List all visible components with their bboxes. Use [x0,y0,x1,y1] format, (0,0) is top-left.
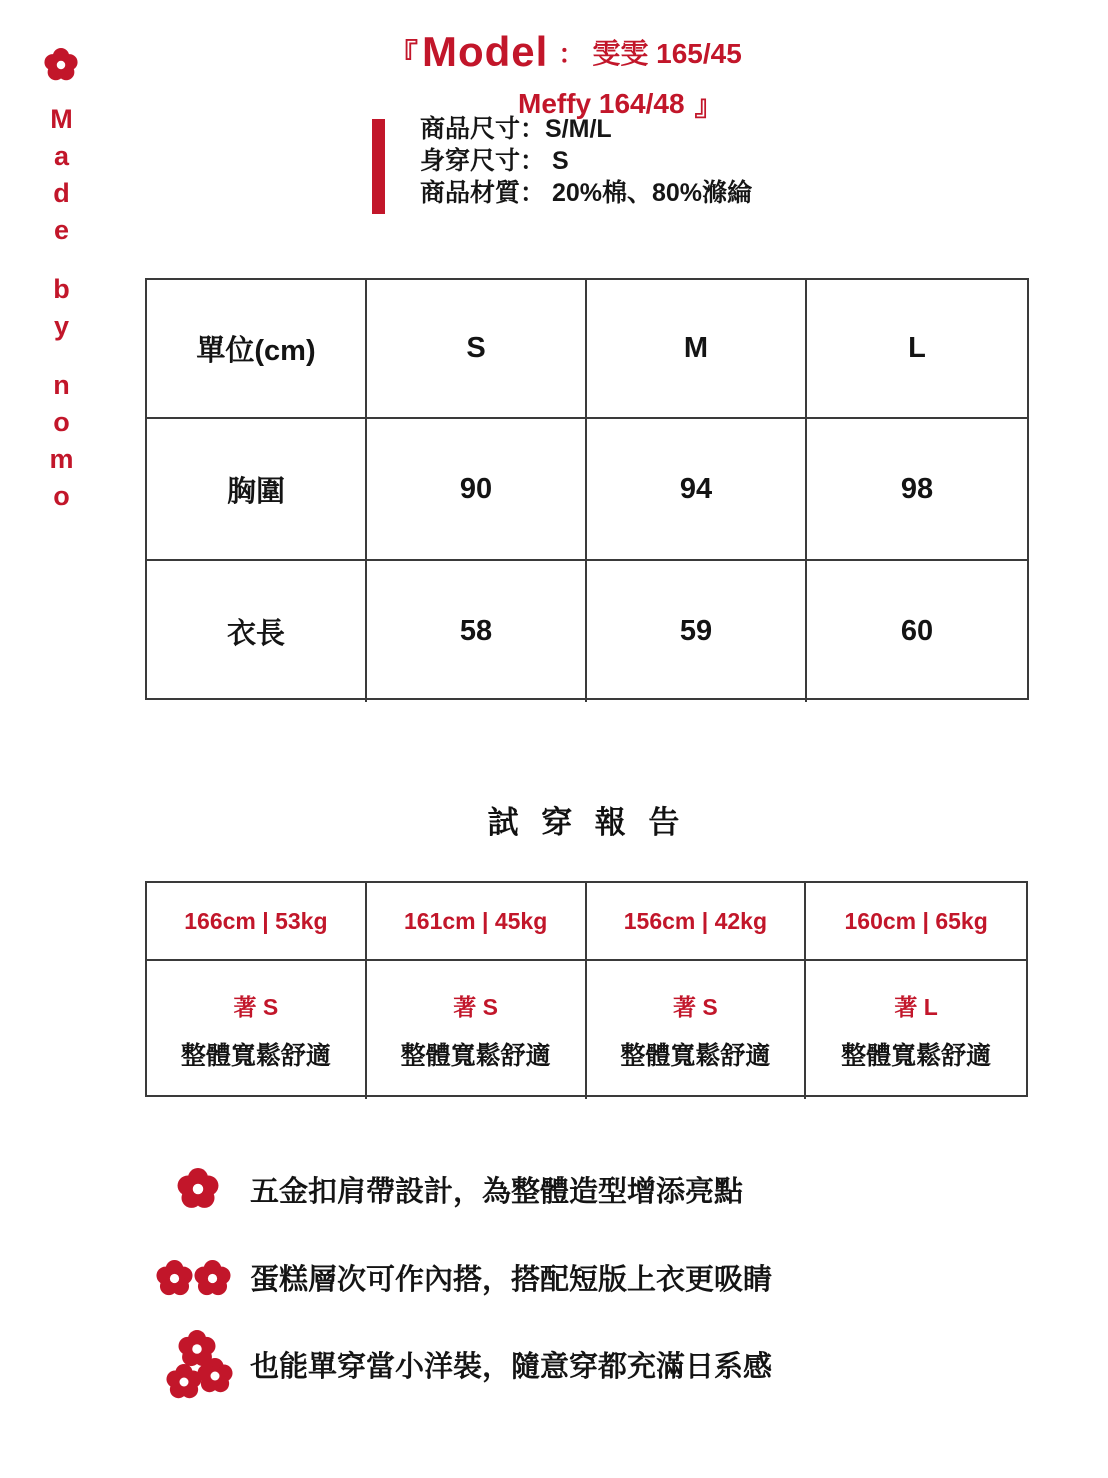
chest-value-l: 98 [807,419,1027,561]
flower-icon [42,48,80,82]
brand-word-made: Made [46,104,77,252]
tester-1-stats: 166cm | 53kg [184,907,328,934]
brand-word-by: by [46,274,77,348]
tester-3-wears: 著 S [673,993,718,1020]
fit-report-table [145,881,1028,1097]
length-value-s: 58 [367,561,587,702]
feature-3-text: 也能單穿當小洋裝，隨意穿都充滿日系感 [250,1351,773,1383]
chest-value-s: 90 [367,419,587,561]
tester-1-comment: 整體寬鬆舒適 [180,1041,331,1070]
tester-3-stats: 156cm | 42kg [623,907,767,934]
fit-report-title: 試 穿 報 告 [487,805,687,840]
tester-2-comment: 整體寬鬆舒適 [400,1041,551,1070]
tester-4-stats: 160cm | 65kg [844,907,988,934]
tester-2-wears: 著 S [453,993,498,1020]
feature-1-text: 五金扣肩帶設計，為整體造型增添亮點 [250,1176,744,1208]
red-accent-bar [372,119,385,214]
model-1-stats: 雯雯 165/45 [592,38,742,69]
flower-icon [166,1364,202,1400]
tester-4-result [806,961,1026,1099]
tester-3-comment: 整體寬鬆舒適 [620,1041,771,1070]
size-row-label-chest: 胸圍 [147,419,367,561]
flower-icon [194,1260,231,1297]
product-size-line: 商品尺寸：S/M/L [420,115,612,143]
material-line: 商品材質： 20%棉、80%滌綸 [420,179,753,207]
worn-size-line: 身穿尺寸： S [420,147,569,175]
size-table-header-m: M [587,280,807,419]
length-value-l: 60 [900,615,934,647]
model-2-stats: Meffy 164/48 [518,88,685,119]
product-info [420,113,752,209]
tester-1-result [147,961,367,1099]
model-title-line1 [388,28,742,76]
close-quote: 』 [694,90,723,121]
size-table-header-l: L [807,280,1027,419]
flower-icon [177,1168,219,1210]
size-table-unit-header: 單位(cm) [147,280,367,419]
tester-2-stats: 161cm | 45kg [403,907,548,934]
tester-4-comment: 整體寬鬆舒適 [841,1041,992,1070]
flower-icons-pair [156,1260,231,1297]
brand-word-nomo: nomo [46,370,77,518]
brand-vertical-text [38,104,84,518]
flower-icons-cluster [166,1330,234,1402]
tester-2-result [367,961,587,1099]
length-value-m: 59 [587,561,807,702]
model-colon: ： [558,38,585,69]
open-quote: 『 [388,39,418,72]
flower-icon [197,1358,233,1394]
tester-1-wears: 著 S [233,993,279,1020]
chest-value-m: 94 [587,419,807,561]
size-row-label-length: 衣長 [147,561,367,702]
feature-2-text: 蛋糕層次可作內搭，搭配短版上衣更吸睛 [250,1264,773,1296]
tester-4-wears: 著 L [894,993,938,1020]
model-label: Model [422,28,549,75]
tester-3-result [587,961,807,1099]
size-table [145,278,1029,700]
size-table-header-s: S [367,280,587,419]
flower-icon [156,1260,193,1297]
